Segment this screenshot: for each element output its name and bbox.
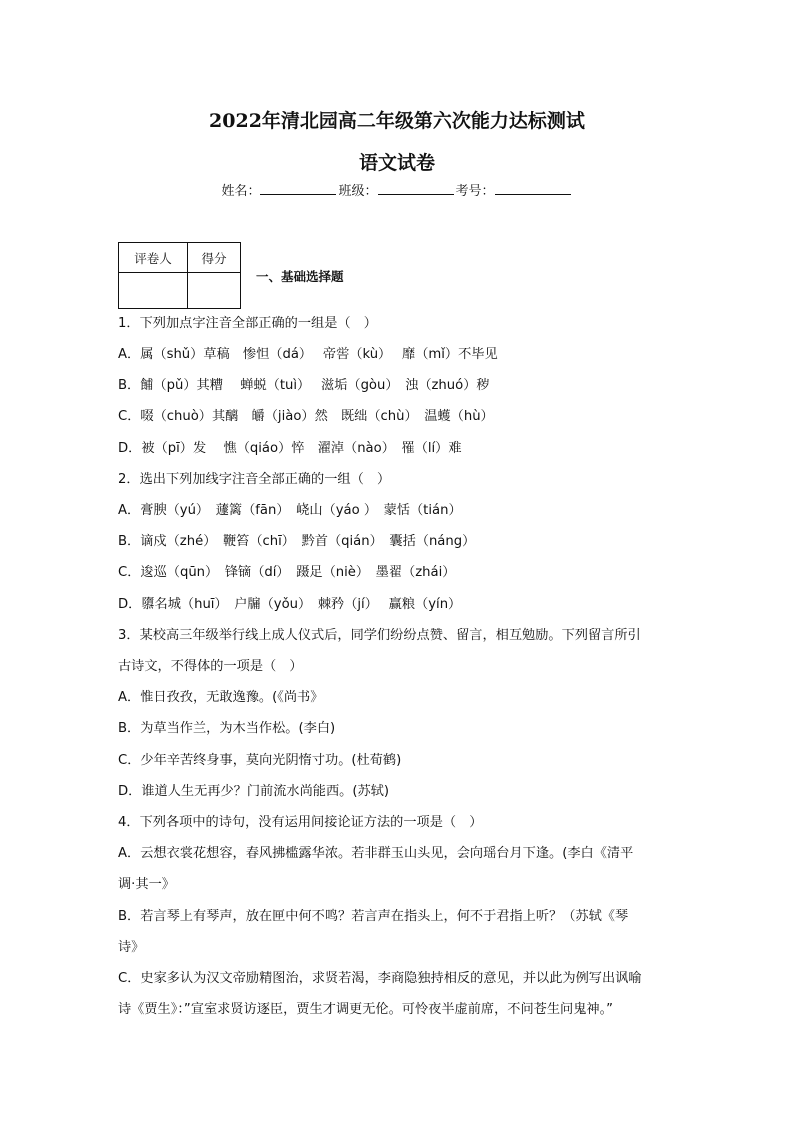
score-cell[interactable] xyxy=(188,273,241,309)
option-line: A．云想衣裳花想容，春风拂槛露华浓。若非群玉山头见，会向瑶台月下逢。(李白《清平 xyxy=(118,846,634,861)
option-line: B．谪戍（zhé） 鞭笞（chī） 黔首（qián） 囊括（náng） xyxy=(118,534,476,549)
exam-subtitle: 语文试卷 xyxy=(358,152,435,174)
option-line: 诗《贾生》：”宣室求贤访逐臣，贾生才调更无伦。可怜夜半虚前席，不问苍生问鬼神。” xyxy=(118,1002,613,1017)
exam-title: 2022年清北园高二年级第六次能力达标测试 xyxy=(209,110,585,132)
score-table xyxy=(118,242,241,309)
option-line: A．属（shǔ）草稿 惨怛（dá） 帝喾（kù） 靡（mǐ）不毕见 xyxy=(118,347,498,362)
section-title: 一、基础选择题 xyxy=(256,269,344,284)
option-line: C．逡巡（qūn） 锋镝（dí） 蹑足（niè） 墨翟（zhái） xyxy=(118,565,456,580)
question-line: 古诗文，不得体的一项是（ ） xyxy=(118,659,303,674)
name-label: 姓名： xyxy=(221,184,261,199)
option-line: D．被（pī）发 憔（qiáo）悴 濯淖（nào） 罹（lí）难 xyxy=(118,441,462,456)
student-info-row xyxy=(0,180,794,199)
question-line: 4．下列各项中的诗句，没有运用间接论证方法的一项是（ ） xyxy=(118,815,483,830)
option-line: B．若言琴上有琴声，放在匣中何不鸣？若言声在指头上，何不于君指上听？（苏轼《琴 xyxy=(118,909,629,924)
question-line: 2．选出下列加线字注音全部正确的一组（ ） xyxy=(118,472,391,487)
option-line: D．隳名城（huī） 户牖（yǒu） 棘矜（jí） 赢粮（yín） xyxy=(118,597,462,612)
option-line: A．惟日孜孜，无敢逸豫。(《尚书》 xyxy=(118,690,324,705)
option-line: C．史家多认为汉文帝励精图治，求贤若渴，李商隐独持相反的意见，并以此为例写出讽喻 xyxy=(118,971,642,986)
option-line: C．啜（chuò）其醨 皭（jiào）然 既绌（chù） 温蠖（hù） xyxy=(118,409,494,424)
exam-no-field[interactable] xyxy=(495,182,571,195)
question-line: 1．下列加点字注音全部正确的一组是（ ） xyxy=(118,316,377,331)
option-line: D．谁道人生无再少？门前流水尚能西。(苏轼) xyxy=(118,784,390,799)
option-line: B．为草当作兰，为木当作松。(李白) xyxy=(118,721,336,736)
class-field[interactable] xyxy=(378,182,454,195)
grader-cell[interactable] xyxy=(119,273,188,309)
option-line: C．少年辛苦终身事，莫向光阴惰寸功。(杜荀鹤) xyxy=(118,753,402,768)
option-line: A．膏腴（yú） 蘧篱（fān） 峣山（yáo ） 蒙恬（tián） xyxy=(118,503,462,518)
option-line: 调·其一》 xyxy=(118,877,175,892)
question-line: 3．某校高三年级举行线上成人仪式后，同学们纷纷点赞、留言，相互勉励。下列留言所引 xyxy=(118,628,641,643)
grader-header: 评卷人 xyxy=(119,243,188,273)
class-label: 班级： xyxy=(338,184,378,199)
option-line: 诗》 xyxy=(118,940,145,955)
name-field[interactable] xyxy=(260,182,336,195)
score-header: 得分 xyxy=(188,243,241,273)
option-line: B．餔（pǔ）其糟 蝉蜕（tuì） 滋垢（gòu） 浊（zhuó）秽 xyxy=(118,378,490,393)
exam-no-label: 考号： xyxy=(455,184,495,199)
